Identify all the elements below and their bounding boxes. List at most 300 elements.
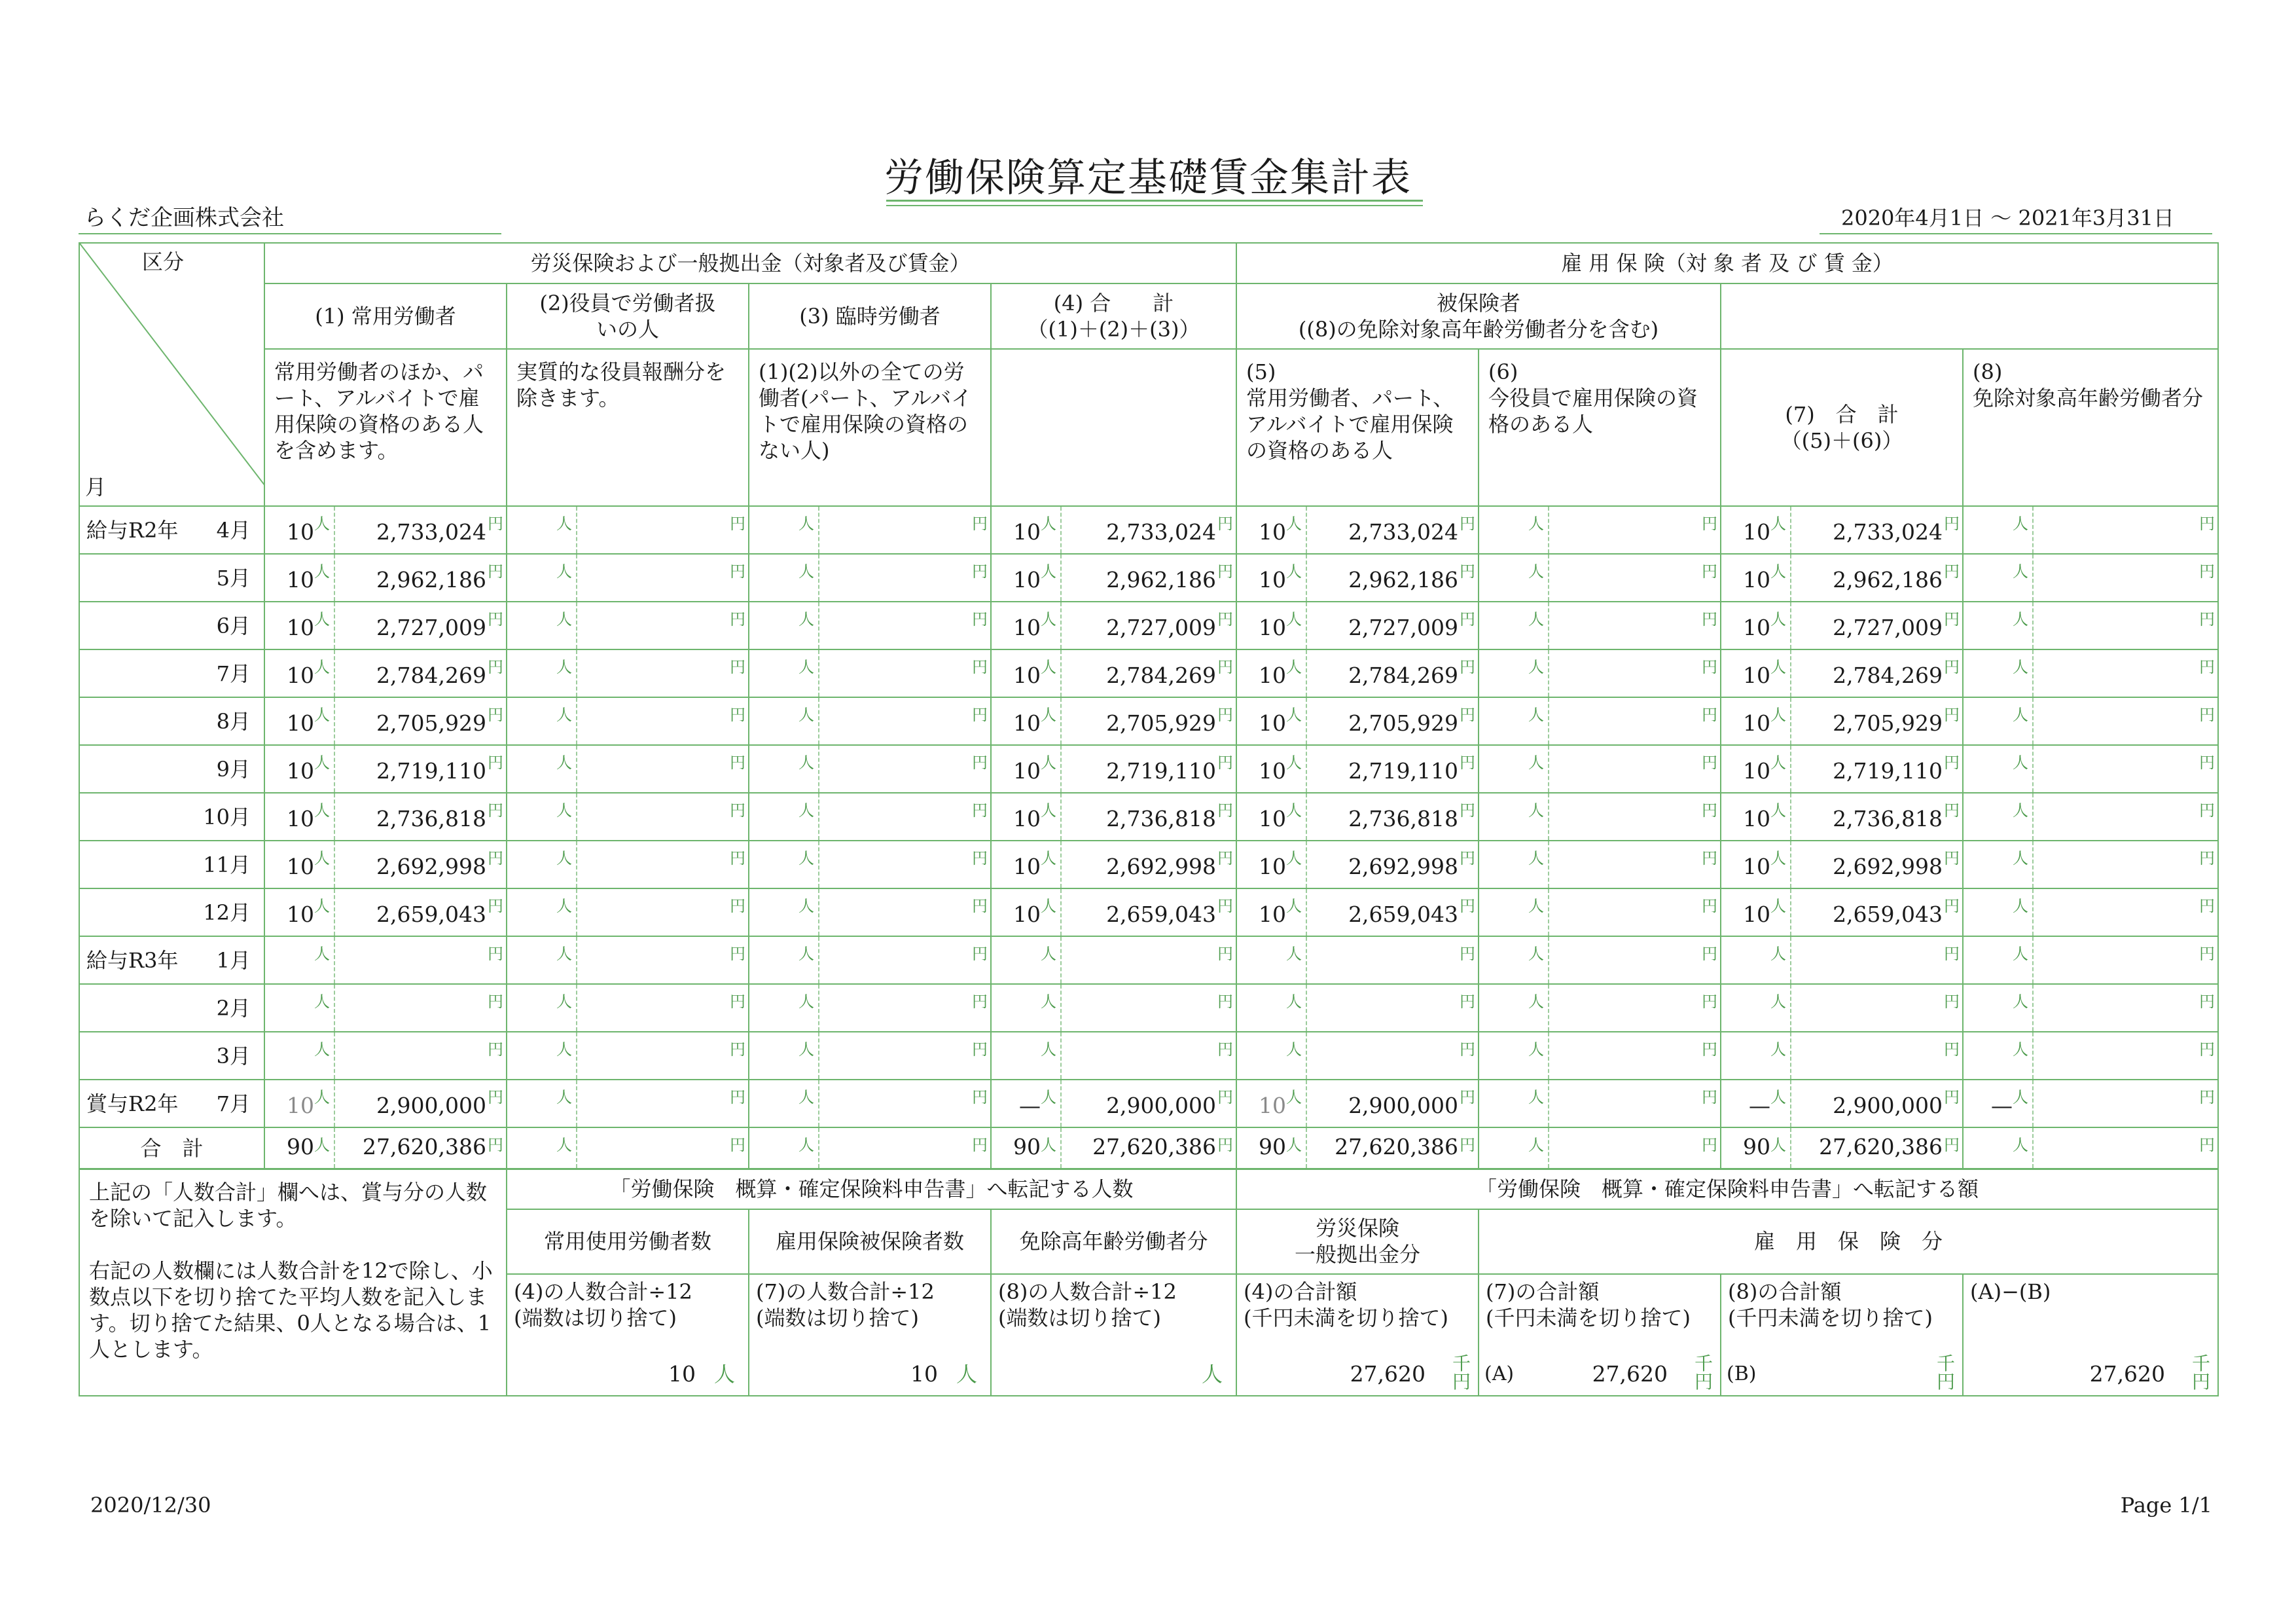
data-cell-col1 xyxy=(264,793,507,841)
amount-value: 2,733,024 xyxy=(376,519,486,545)
person-unit: 人 xyxy=(1041,754,1056,772)
person-unit: 人 xyxy=(1286,706,1302,724)
data-cell-col4 xyxy=(991,697,1236,745)
yen-unit: 円 xyxy=(1460,1040,1476,1059)
person-unit: 人 xyxy=(556,610,572,629)
data-cell-col7 xyxy=(1721,1080,1963,1127)
person-unit: 人 xyxy=(1770,610,1787,629)
person-unit: 人 xyxy=(1770,801,1787,820)
data-cell-col3 xyxy=(749,602,991,649)
data-cell-col8 xyxy=(1963,1032,2218,1080)
person-unit: 人 xyxy=(314,610,330,629)
yen-unit: 円 xyxy=(488,754,503,772)
data-cell-col5 xyxy=(1236,793,1479,841)
data-cell-col8 xyxy=(1963,554,2218,602)
data-cell-col5 xyxy=(1236,506,1479,554)
yen-unit: 円 xyxy=(488,1136,503,1154)
yen-unit: 円 xyxy=(488,897,503,915)
yen-unit: 円 xyxy=(2199,993,2215,1011)
total-c4-amount: 27,620,386 xyxy=(1092,1134,1217,1159)
amount-value: 2,962,186 xyxy=(1106,567,1217,593)
amount-value: 2,727,009 xyxy=(1106,615,1217,640)
person-unit: 人 xyxy=(1528,754,1545,772)
total-c5-count: 90 xyxy=(1259,1134,1287,1159)
data-cell-col3 xyxy=(749,888,991,936)
data-cell-col2 xyxy=(507,984,749,1032)
count-value: 10 xyxy=(287,902,314,927)
data-cell-col4 xyxy=(991,1080,1236,1127)
data-cell-col7 xyxy=(1721,602,1963,649)
thousand-yen-unit: 千 円 xyxy=(1452,1353,1471,1393)
person-unit: 人 xyxy=(1041,993,1056,1011)
data-cell-col6 xyxy=(1479,841,1721,888)
sum-koyou xyxy=(749,1274,991,1396)
yen-unit: 円 xyxy=(1460,897,1476,915)
sum-koyou-b xyxy=(1721,1274,1963,1396)
yen-unit: 円 xyxy=(488,801,503,820)
yen-unit: 円 xyxy=(1944,993,1960,1011)
person-unit: 人 xyxy=(1770,658,1787,676)
table-row xyxy=(79,649,2218,697)
total-label: 合 計 xyxy=(79,1127,264,1169)
amount-value: 2,719,110 xyxy=(1348,758,1459,784)
month: 4月 xyxy=(216,517,251,543)
data-cell-col3 xyxy=(749,506,991,554)
data-cell-col1 xyxy=(264,1032,507,1080)
data-cell-col8 xyxy=(1963,936,2218,984)
mark-b: (B) xyxy=(1727,1362,1757,1385)
person-unit: 人 xyxy=(1528,801,1545,820)
count-value: 10 xyxy=(1259,1093,1287,1118)
person-unit: 人 xyxy=(556,515,572,533)
month-label-cell xyxy=(79,841,264,888)
total-c8 xyxy=(1963,1127,2218,1169)
yen-unit: 円 xyxy=(730,993,745,1011)
person-unit: 人 xyxy=(2013,610,2029,629)
yen-unit: 円 xyxy=(2199,658,2215,676)
month: 7月 xyxy=(216,1091,251,1116)
month-label-cell xyxy=(79,745,264,793)
amount-value: 2,719,110 xyxy=(376,758,486,784)
yen-unit: 円 xyxy=(972,562,988,581)
data-cell-col1 xyxy=(264,745,507,793)
col7-header-b: （(5)＋(6)） xyxy=(1780,428,1903,454)
data-cell-col1 xyxy=(264,554,507,602)
yen-unit: 円 xyxy=(1702,993,1718,1011)
person-unit: 人 xyxy=(314,658,330,676)
data-cell-col2 xyxy=(507,506,749,554)
yen-unit: 円 xyxy=(2199,1088,2215,1106)
col6-desc: (6) 今役員で雇用保険の資格のある人 xyxy=(1479,349,1721,506)
thousand-yen-unit: 千 円 xyxy=(1937,1353,1956,1393)
yen-unit: 円 xyxy=(2199,945,2215,963)
total-row xyxy=(79,1127,2218,1169)
sum-joyo-desc: (4)の人数合計÷12 (端数は切り捨て) xyxy=(514,1279,692,1330)
yen-unit: 円 xyxy=(2199,562,2215,581)
yen-unit: 円 xyxy=(1217,897,1234,915)
yen-unit: 円 xyxy=(730,754,745,772)
person-unit: 人 xyxy=(1041,1088,1056,1106)
yen-unit: 円 xyxy=(1460,515,1476,533)
person-unit: 人 xyxy=(1286,658,1302,676)
yen-unit: 円 xyxy=(488,706,503,724)
yen-unit: 円 xyxy=(1702,515,1718,533)
total-c5-amount: 27,620,386 xyxy=(1335,1134,1459,1159)
amount-value: 2,900,000 xyxy=(1833,1093,1943,1118)
count-value: 10 xyxy=(1259,615,1287,640)
summary-notes xyxy=(79,1169,507,1396)
table-row xyxy=(79,841,2218,888)
summary-table xyxy=(79,1169,2219,1396)
data-cell-col3 xyxy=(749,984,991,1032)
yen-unit: 円 xyxy=(972,1136,988,1154)
yen-unit: 円 xyxy=(488,1040,503,1059)
col5-desc: (5) 常用労働者、パート、アルバイトで雇用保険の資格のある人 xyxy=(1236,349,1479,506)
data-cell-col1 xyxy=(264,841,507,888)
month-label-cell xyxy=(79,554,264,602)
data-cell-col3 xyxy=(749,793,991,841)
yen-unit: 円 xyxy=(730,801,745,820)
person-unit: 人 xyxy=(798,658,814,676)
amount-value: 2,719,110 xyxy=(1833,758,1943,784)
data-cell-col5 xyxy=(1236,984,1479,1032)
person-unit: 人 xyxy=(1770,515,1787,533)
yen-unit: 円 xyxy=(1944,515,1960,533)
hihoken-header-a: 被保険者 xyxy=(1437,291,1521,316)
yen-unit: 円 xyxy=(972,801,988,820)
yen-unit: 円 xyxy=(1702,562,1718,581)
count-value: 10 xyxy=(1259,854,1287,879)
sum-a-minus-b-value: 27,620 xyxy=(2089,1361,2166,1387)
person-unit: 人 xyxy=(314,1040,330,1059)
yen-unit: 円 xyxy=(730,1136,745,1154)
count-value: 10 xyxy=(1013,710,1041,736)
hihoken-header xyxy=(1236,283,1721,349)
month-label-cell xyxy=(79,888,264,936)
yen-unit: 円 xyxy=(1944,658,1960,676)
data-cell-col2 xyxy=(507,936,749,984)
month-label-cell xyxy=(79,793,264,841)
person-unit: 人 xyxy=(556,562,572,581)
data-cell-col6 xyxy=(1479,793,1721,841)
total-c6 xyxy=(1479,1127,1721,1169)
count-value: 10 xyxy=(1013,902,1041,927)
data-cell-col8 xyxy=(1963,697,2218,745)
col7-header-a: (7) 合 計 xyxy=(1785,402,1899,428)
summary-note-2: 右記の人数欄には人数合計を12で除し、小数点以下を切り捨てた平均人数を記入します。切り捨てた結果、0人となる場合は、1人とします。 xyxy=(89,1258,493,1362)
person-unit: 人 xyxy=(2013,1040,2029,1059)
yen-unit: 円 xyxy=(488,515,503,533)
data-cell-col2 xyxy=(507,841,749,888)
amount-value: 2,705,929 xyxy=(1833,710,1943,736)
data-cell-col4 xyxy=(991,888,1236,936)
amount-value: 2,900,000 xyxy=(1106,1093,1217,1118)
month-label-cell xyxy=(79,506,264,554)
data-cell-col2 xyxy=(507,554,749,602)
h-koyou: 雇用保険被保険者数 xyxy=(749,1209,991,1274)
data-cell-col6 xyxy=(1479,1080,1721,1127)
summary-note-1: 上記の「人数合計」欄へは、賞与分の人数を除いて記入します。 xyxy=(89,1180,488,1231)
person-unit: 人 xyxy=(2013,801,2029,820)
amount-value: 2,736,818 xyxy=(1348,806,1459,831)
yen-unit: 円 xyxy=(1702,897,1718,915)
person-unit: 人 xyxy=(798,945,814,963)
count-value: 10 xyxy=(287,854,314,879)
yen-unit: 円 xyxy=(972,897,988,915)
yen-unit: 円 xyxy=(2199,801,2215,820)
count-value: 10 xyxy=(1013,519,1041,545)
count-value: 10 xyxy=(287,615,314,640)
yen-unit: 円 xyxy=(1460,754,1476,772)
data-cell-col1 xyxy=(264,1080,507,1127)
data-cell-col7 xyxy=(1721,697,1963,745)
yen-unit: 円 xyxy=(730,515,745,533)
person-unit: 人 xyxy=(713,1362,735,1387)
data-cell-col4 xyxy=(991,554,1236,602)
person-unit: 人 xyxy=(1041,849,1056,867)
person-unit: 人 xyxy=(2013,1136,2029,1154)
person-unit: 人 xyxy=(1770,993,1787,1011)
person-unit: 人 xyxy=(1528,849,1545,867)
count-value: 10 xyxy=(1743,758,1771,784)
month-label: 月 xyxy=(85,475,107,500)
period-underline xyxy=(1820,233,2212,234)
yen-unit: 円 xyxy=(1460,658,1476,676)
data-cell-col5 xyxy=(1236,888,1479,936)
yen-unit: 円 xyxy=(730,897,745,915)
person-unit: 人 xyxy=(1770,849,1787,867)
month-label-cell xyxy=(79,1080,264,1127)
amount-value: 2,784,269 xyxy=(1833,663,1943,688)
yen-unit: 円 xyxy=(1460,706,1476,724)
person-unit: 人 xyxy=(1041,1136,1056,1154)
data-cell-col7 xyxy=(1721,506,1963,554)
person-unit: 人 xyxy=(556,897,572,915)
table-row xyxy=(79,936,2218,984)
amount-value: 2,727,009 xyxy=(1833,615,1943,640)
amount-value: 2,962,186 xyxy=(1833,567,1943,593)
sum-koyou-desc: (7)の人数合計÷12 (端数は切り捨て) xyxy=(756,1279,935,1330)
person-unit: 人 xyxy=(1528,1136,1545,1154)
person-unit: 人 xyxy=(1041,945,1056,963)
mark-a: (A) xyxy=(1484,1362,1515,1385)
count-value: — xyxy=(1749,1093,1771,1118)
person-unit: 人 xyxy=(798,993,814,1011)
yen-unit: 円 xyxy=(972,610,988,629)
person-unit: 人 xyxy=(1286,897,1302,915)
yen-unit: 円 xyxy=(488,1088,503,1106)
amount-value: 2,659,043 xyxy=(1833,902,1943,927)
month: 6月 xyxy=(216,613,251,638)
month: 10月 xyxy=(203,804,251,830)
data-cell-col2 xyxy=(507,1032,749,1080)
count-value: 10 xyxy=(1743,710,1771,736)
amount-value: 2,736,818 xyxy=(376,806,486,831)
data-cell-col1 xyxy=(264,506,507,554)
count-value: 10 xyxy=(1259,902,1287,927)
yen-unit: 円 xyxy=(730,706,745,724)
person-unit: 人 xyxy=(2013,515,2029,533)
month: 2月 xyxy=(216,995,251,1021)
data-cell-col8 xyxy=(1963,1080,2218,1127)
person-unit: 人 xyxy=(314,754,330,772)
data-cell-col6 xyxy=(1479,745,1721,793)
page-title: 労働保険算定基礎賃金集計表 xyxy=(884,155,1412,201)
print-date: 2020/12/30 xyxy=(90,1493,211,1518)
amount-value: 2,727,009 xyxy=(376,615,486,640)
yen-unit: 円 xyxy=(730,610,745,629)
data-cell-col4 xyxy=(991,841,1236,888)
data-cell-col4 xyxy=(991,984,1236,1032)
period-lead: 賞与R2年 xyxy=(86,1091,179,1116)
amount-value: 2,784,269 xyxy=(376,663,486,688)
total-c4 xyxy=(991,1127,1236,1169)
yen-unit: 円 xyxy=(1217,993,1234,1011)
total-c7 xyxy=(1721,1127,1963,1169)
col2-desc: 実質的な役員報酬分を除きます。 xyxy=(507,349,749,506)
yen-unit: 円 xyxy=(2199,515,2215,533)
period-lead: 給与R2年 xyxy=(86,517,179,543)
table-row xyxy=(79,554,2218,602)
amount-value: 2,733,024 xyxy=(1348,519,1459,545)
person-unit: 人 xyxy=(798,849,814,867)
count-value: 10 xyxy=(1013,615,1041,640)
amount-value: 2,692,998 xyxy=(376,854,486,879)
data-cell-col5 xyxy=(1236,936,1479,984)
person-unit: 人 xyxy=(1041,658,1056,676)
yen-unit: 円 xyxy=(972,515,988,533)
data-cell-col1 xyxy=(264,936,507,984)
total-c1 xyxy=(264,1127,507,1169)
sum-joyo-value: 10 xyxy=(668,1361,696,1387)
amount-value: 2,736,818 xyxy=(1833,806,1943,831)
yen-unit: 円 xyxy=(1702,1040,1718,1059)
period: 2020年4月1日 〜 2021年3月31日 xyxy=(1840,206,2174,230)
person-unit: 人 xyxy=(1528,610,1545,629)
person-unit: 人 xyxy=(798,801,814,820)
total-c5 xyxy=(1236,1127,1479,1169)
data-cell-col8 xyxy=(1963,649,2218,697)
yen-unit: 円 xyxy=(730,1088,745,1106)
amount-value: 2,900,000 xyxy=(1348,1093,1459,1118)
sum-koyou-a-desc: (7)の合計額 (千円未満を切り捨て) xyxy=(1486,1279,1691,1330)
data-cell-col6 xyxy=(1479,1032,1721,1080)
total-c2 xyxy=(507,1127,749,1169)
amount-value: 2,733,024 xyxy=(1833,519,1943,545)
count-value: 10 xyxy=(1743,854,1771,879)
month: 7月 xyxy=(216,661,251,686)
data-cell-col5 xyxy=(1236,1032,1479,1080)
yen-unit: 円 xyxy=(1217,945,1234,963)
person-unit: 人 xyxy=(1202,1362,1223,1387)
title-underline xyxy=(886,200,1423,202)
page-number: Page 1/1 xyxy=(2120,1493,2212,1518)
yen-unit: 円 xyxy=(1460,801,1476,820)
person-unit: 人 xyxy=(1528,897,1545,915)
month-label-cell xyxy=(79,936,264,984)
yen-unit: 円 xyxy=(488,849,503,867)
data-cell-col4 xyxy=(991,506,1236,554)
yen-unit: 円 xyxy=(972,706,988,724)
count-value: 10 xyxy=(1743,806,1771,831)
person-unit: 人 xyxy=(1286,610,1302,629)
yen-unit: 円 xyxy=(488,993,503,1011)
count-value: 10 xyxy=(287,519,314,545)
person-unit: 人 xyxy=(556,706,572,724)
count-value: 10 xyxy=(287,710,314,736)
count-value: 10 xyxy=(1013,567,1041,593)
person-unit: 人 xyxy=(1286,515,1302,533)
thousand-yen-unit: 千 円 xyxy=(2192,1353,2211,1393)
amount-value: 2,659,043 xyxy=(376,902,486,927)
yen-unit: 円 xyxy=(1702,1088,1718,1106)
data-cell-col8 xyxy=(1963,745,2218,793)
data-cell-col8 xyxy=(1963,602,2218,649)
sum-koyou-a-value: 27,620 xyxy=(1592,1361,1668,1387)
data-cell-col3 xyxy=(749,745,991,793)
yen-unit: 円 xyxy=(1460,849,1476,867)
person-unit: 人 xyxy=(1770,706,1787,724)
yen-unit: 円 xyxy=(1217,658,1234,676)
data-cell-col7 xyxy=(1721,841,1963,888)
data-cell-col5 xyxy=(1236,745,1479,793)
yen-unit: 円 xyxy=(1217,562,1234,581)
company-name: らくだ企画株式会社 xyxy=(84,205,284,231)
yen-unit: 円 xyxy=(488,562,503,581)
table-row xyxy=(79,793,2218,841)
data-cell-col8 xyxy=(1963,841,2218,888)
yen-unit: 円 xyxy=(1702,610,1718,629)
amount-value: 2,692,998 xyxy=(1833,854,1943,879)
corner-header xyxy=(79,243,264,506)
data-cell-col7 xyxy=(1721,793,1963,841)
data-cell-col4 xyxy=(991,1032,1236,1080)
person-unit: 人 xyxy=(1770,945,1787,963)
amount-value: 2,705,929 xyxy=(1106,710,1217,736)
month: 11月 xyxy=(203,852,251,877)
person-unit: 人 xyxy=(314,1088,330,1106)
yen-unit: 円 xyxy=(488,610,503,629)
data-cell-col8 xyxy=(1963,888,2218,936)
total-c4-count: 90 xyxy=(1013,1134,1041,1159)
yen-unit: 円 xyxy=(1944,1136,1960,1154)
yen-unit: 円 xyxy=(1217,515,1234,533)
amount-value: 2,962,186 xyxy=(1348,567,1459,593)
person-unit: 人 xyxy=(798,1040,814,1059)
data-cell-col5 xyxy=(1236,554,1479,602)
count-value: 10 xyxy=(1259,519,1287,545)
yen-unit: 円 xyxy=(972,658,988,676)
data-cell-col4 xyxy=(991,745,1236,793)
data-cell-col7 xyxy=(1721,649,1963,697)
yen-unit: 円 xyxy=(730,562,745,581)
person-unit: 人 xyxy=(556,849,572,867)
month-label-cell xyxy=(79,1032,264,1080)
person-unit: 人 xyxy=(314,706,330,724)
data-cell-col8 xyxy=(1963,984,2218,1032)
person-unit: 人 xyxy=(1286,562,1302,581)
data-cell-col4 xyxy=(991,649,1236,697)
data-cell-col1 xyxy=(264,649,507,697)
data-cell-col6 xyxy=(1479,888,1721,936)
yen-unit: 円 xyxy=(1702,945,1718,963)
yen-unit: 円 xyxy=(1944,849,1960,867)
person-unit: 人 xyxy=(798,610,814,629)
person-unit: 人 xyxy=(314,945,330,963)
month: 5月 xyxy=(216,565,251,591)
person-unit: 人 xyxy=(1041,562,1056,581)
yen-unit: 円 xyxy=(1702,706,1718,724)
